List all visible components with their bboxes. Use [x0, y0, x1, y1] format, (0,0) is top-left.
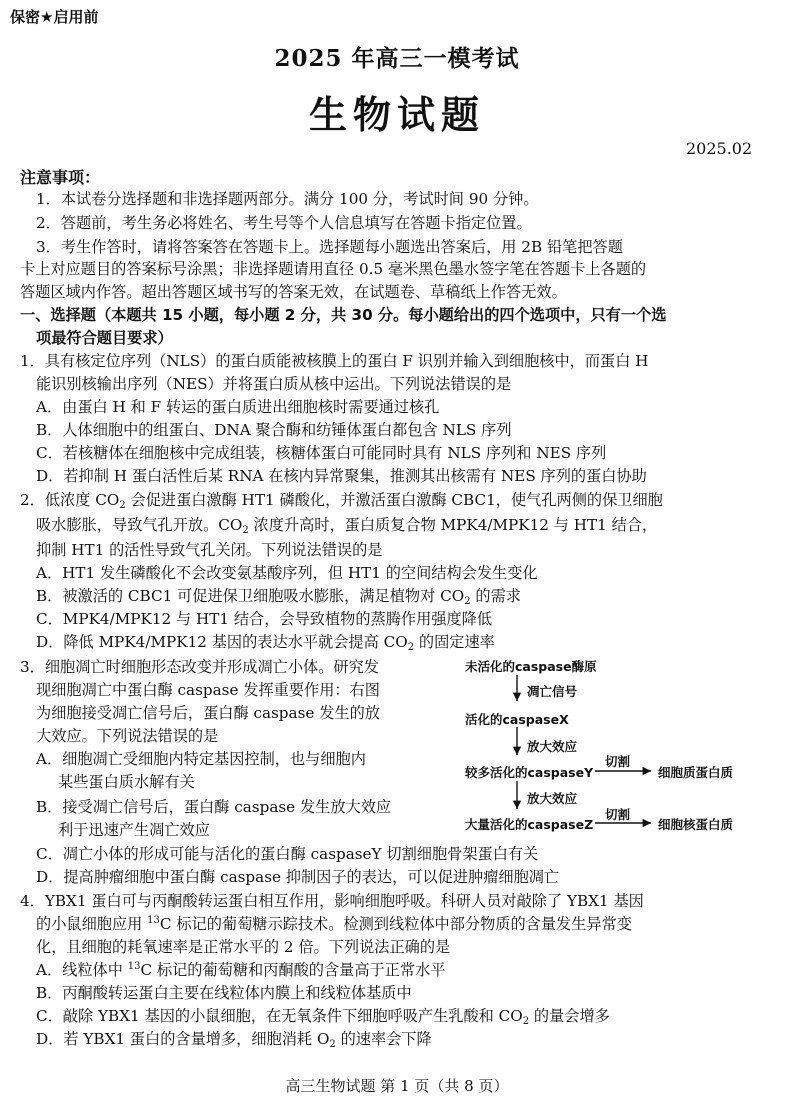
target-nuclear-protein: 细胞核蛋白质	[658, 817, 734, 832]
q3-option-b-cont: 利于迅速产生凋亡效应	[58, 821, 210, 839]
q1-stem: 1．具有核定位序列（NLS）的蛋白质能被核膜上的蛋白 F 识别并输入到细胞核中，而蛋白 H	[20, 352, 649, 370]
q3-stem: 3．细胞凋亡时细胞形态改变并形成凋亡小体。研究发	[20, 658, 379, 676]
q4-option-a: A．线粒体中 $^{13}$C 标记的葡萄糖和丙酮酸的含量高于正常水平	[36, 961, 446, 979]
q2-option-c: C．MPK4/MPK12 与 HT1 结合，会导致植物的蒸腾作用强度降低	[36, 610, 493, 628]
q2-option-a: A．HT1 发生磷酸化不会改变氨基酸序列，但 HT1 的空间结构会发生变化	[36, 564, 538, 582]
q2-stem: 2．低浓度 $CO_2$ 会促进蛋白激酶 HT1 磷酸化，并激活蛋白激酶 CBC1，使气孔两侧的保卫细胞	[20, 491, 663, 511]
q1-option-b: B．人体细胞中的组蛋白、DNA 聚合酶和纺锤体蛋白都包含 NLS 序列	[36, 421, 512, 439]
exam-date: 2025.02	[686, 139, 753, 158]
q1-option-d: D．若抑制 H 蛋白活性后某 RNA 在核内异常聚集，推测其出核需有 NES 序列的蛋白协助	[36, 467, 647, 485]
q3-option-d: D．提高肿瘤细胞中蛋白酶 caspase 抑制因子的表达，可以促进肿瘤细胞凋亡	[36, 868, 560, 886]
q2-option-b: B．被激活的 CBC1 可促进保卫细胞吸水膨胀，满足植物对 $CO_2$ 的需求	[36, 587, 521, 607]
q3-stem: 现细胞凋亡中蛋白酶 caspase 发挥重要作用：右图	[36, 681, 380, 699]
q3-option-a: A．细胞凋亡受细胞内特定基因控制，也与细胞内	[36, 750, 366, 768]
arrow-label-cut: 切割	[605, 807, 631, 822]
subject-title: 生物试题	[308, 93, 485, 137]
page-footer: 高三生物试题 第 1 页（共 8 页）	[285, 1077, 509, 1095]
q3-stem: 为细胞接受凋亡信号后，蛋白酶 caspase 发生的放	[36, 704, 380, 722]
section-heading: 一、选择题（本题共 15 小题，每小题 2 分，共 30 分。每小题给出的四个选项中，只有一个选	[20, 306, 667, 324]
q3-option-a-cont: 某些蛋白质水解有关	[58, 773, 195, 791]
q4-option-c: C．敲除 YBX1 基因的小鼠细胞，在无氧条件下细胞呼吸产生乳酸和 $CO_2$ 的量会增多	[36, 1007, 610, 1027]
node-procaspase: 未活化的caspase酶原	[465, 659, 597, 674]
node-caspase-y: 较多活化的caspaseY	[465, 765, 594, 780]
q3-option-c: C．凋亡小体的形成可能与活化的蛋白酶 caspaseY 切割细胞骨架蛋白有关	[36, 845, 539, 863]
q4-option-b: B．丙酮酸转运蛋白主要在线粒体内膜上和线粒体基质中	[36, 984, 412, 1002]
target-cytoplasmic-protein: 细胞质蛋白质	[658, 765, 734, 780]
notice-heading: 注意事项：	[20, 168, 101, 187]
arrow-label-amplify: 放大效应	[527, 791, 578, 806]
exam-title: 2025 年高三一模考试	[274, 45, 520, 72]
caspase-cascade-diagram	[455, 655, 790, 835]
notice-line: 3．考生作答时，请将答案答在答题卡上。选择题每小题选出答案后，用 2B 铅笔把答题	[36, 238, 623, 256]
q2-stem: 抑制 HT1 的活性导致气孔关闭。下列说法错误的是	[36, 541, 383, 559]
q3-stem: 大效应。下列说法错误的是	[36, 727, 219, 745]
notice-line: 卡上对应题目的答案标号涂黑；非选择题请用直径 0.5 毫米黑色墨水签字笔在答题卡上各题的	[20, 260, 647, 278]
q2-stem: 吸水膨胀，导致气孔开放。$CO_2$ 浓度升高时，蛋白质复合物 MPK4/MPK12 与 HT1 结合，	[36, 516, 658, 536]
arrow-label-amplify: 放大效应	[527, 739, 578, 754]
q4-stem: 4．YBX1 蛋白可与丙酮酸转运蛋白相互作用，影响细胞呼吸。科研人员对敲除了 YBX1 基因	[20, 892, 644, 910]
q1-stem: 能识别核输出序列（NES）并将蛋白质从核中运出。下列说法错误的是	[36, 375, 512, 393]
q4-stem: 化，且细胞的耗氧速率是正常水平的 2 倍。下列说法正确的是	[36, 938, 451, 956]
q2-option-d: D．降低 MPK4/MPK12 基因的表达水平就会提高 $CO_2$ 的固定速率	[36, 633, 495, 653]
node-caspase-x: 活化的caspaseX	[465, 712, 569, 727]
q4-option-d: D．若 YBX1 蛋白的含量增多，细胞消耗 $O_2$ 的速率会下降	[36, 1030, 432, 1050]
confidential-mark: 保密★启用前	[10, 8, 99, 26]
notice-line: 2．答题前，考生务必将姓名、考生号等个人信息填写在答题卡指定位置。	[36, 214, 532, 232]
section-heading-cont: 项最符合题目要求）	[36, 329, 173, 347]
q3-option-b: B．接受凋亡信号后，蛋白酶 caspase 发生放大效应	[36, 798, 392, 816]
notice-line: 1．本试卷分选择题和非选择题两部分。满分 100 分，考试时间 90 分钟。	[36, 190, 539, 208]
arrow-label-cut: 切割	[605, 754, 631, 769]
q4-stem: 的小鼠细胞应用 $^{13}$C 标记的葡萄糖示踪技术。检测到线粒体中部分物质的含量发生异常变	[36, 915, 632, 933]
notice-line: 答题区域内作答。超出答题区域书写的答案无效，在试题卷、草稿纸上作答无效。	[20, 283, 567, 301]
node-caspase-z: 大量活化的caspaseZ	[465, 817, 594, 832]
q1-option-c: C．若核糖体在细胞核中完成组装，核糖体蛋白可能同时具有 NLS 序列和 NES 序列	[36, 444, 607, 462]
q1-option-a: A．由蛋白 H 和 F 转运的蛋白质进出细胞核时需要通过核孔	[36, 398, 440, 416]
arrow-label-signal: 凋亡信号	[527, 684, 578, 699]
